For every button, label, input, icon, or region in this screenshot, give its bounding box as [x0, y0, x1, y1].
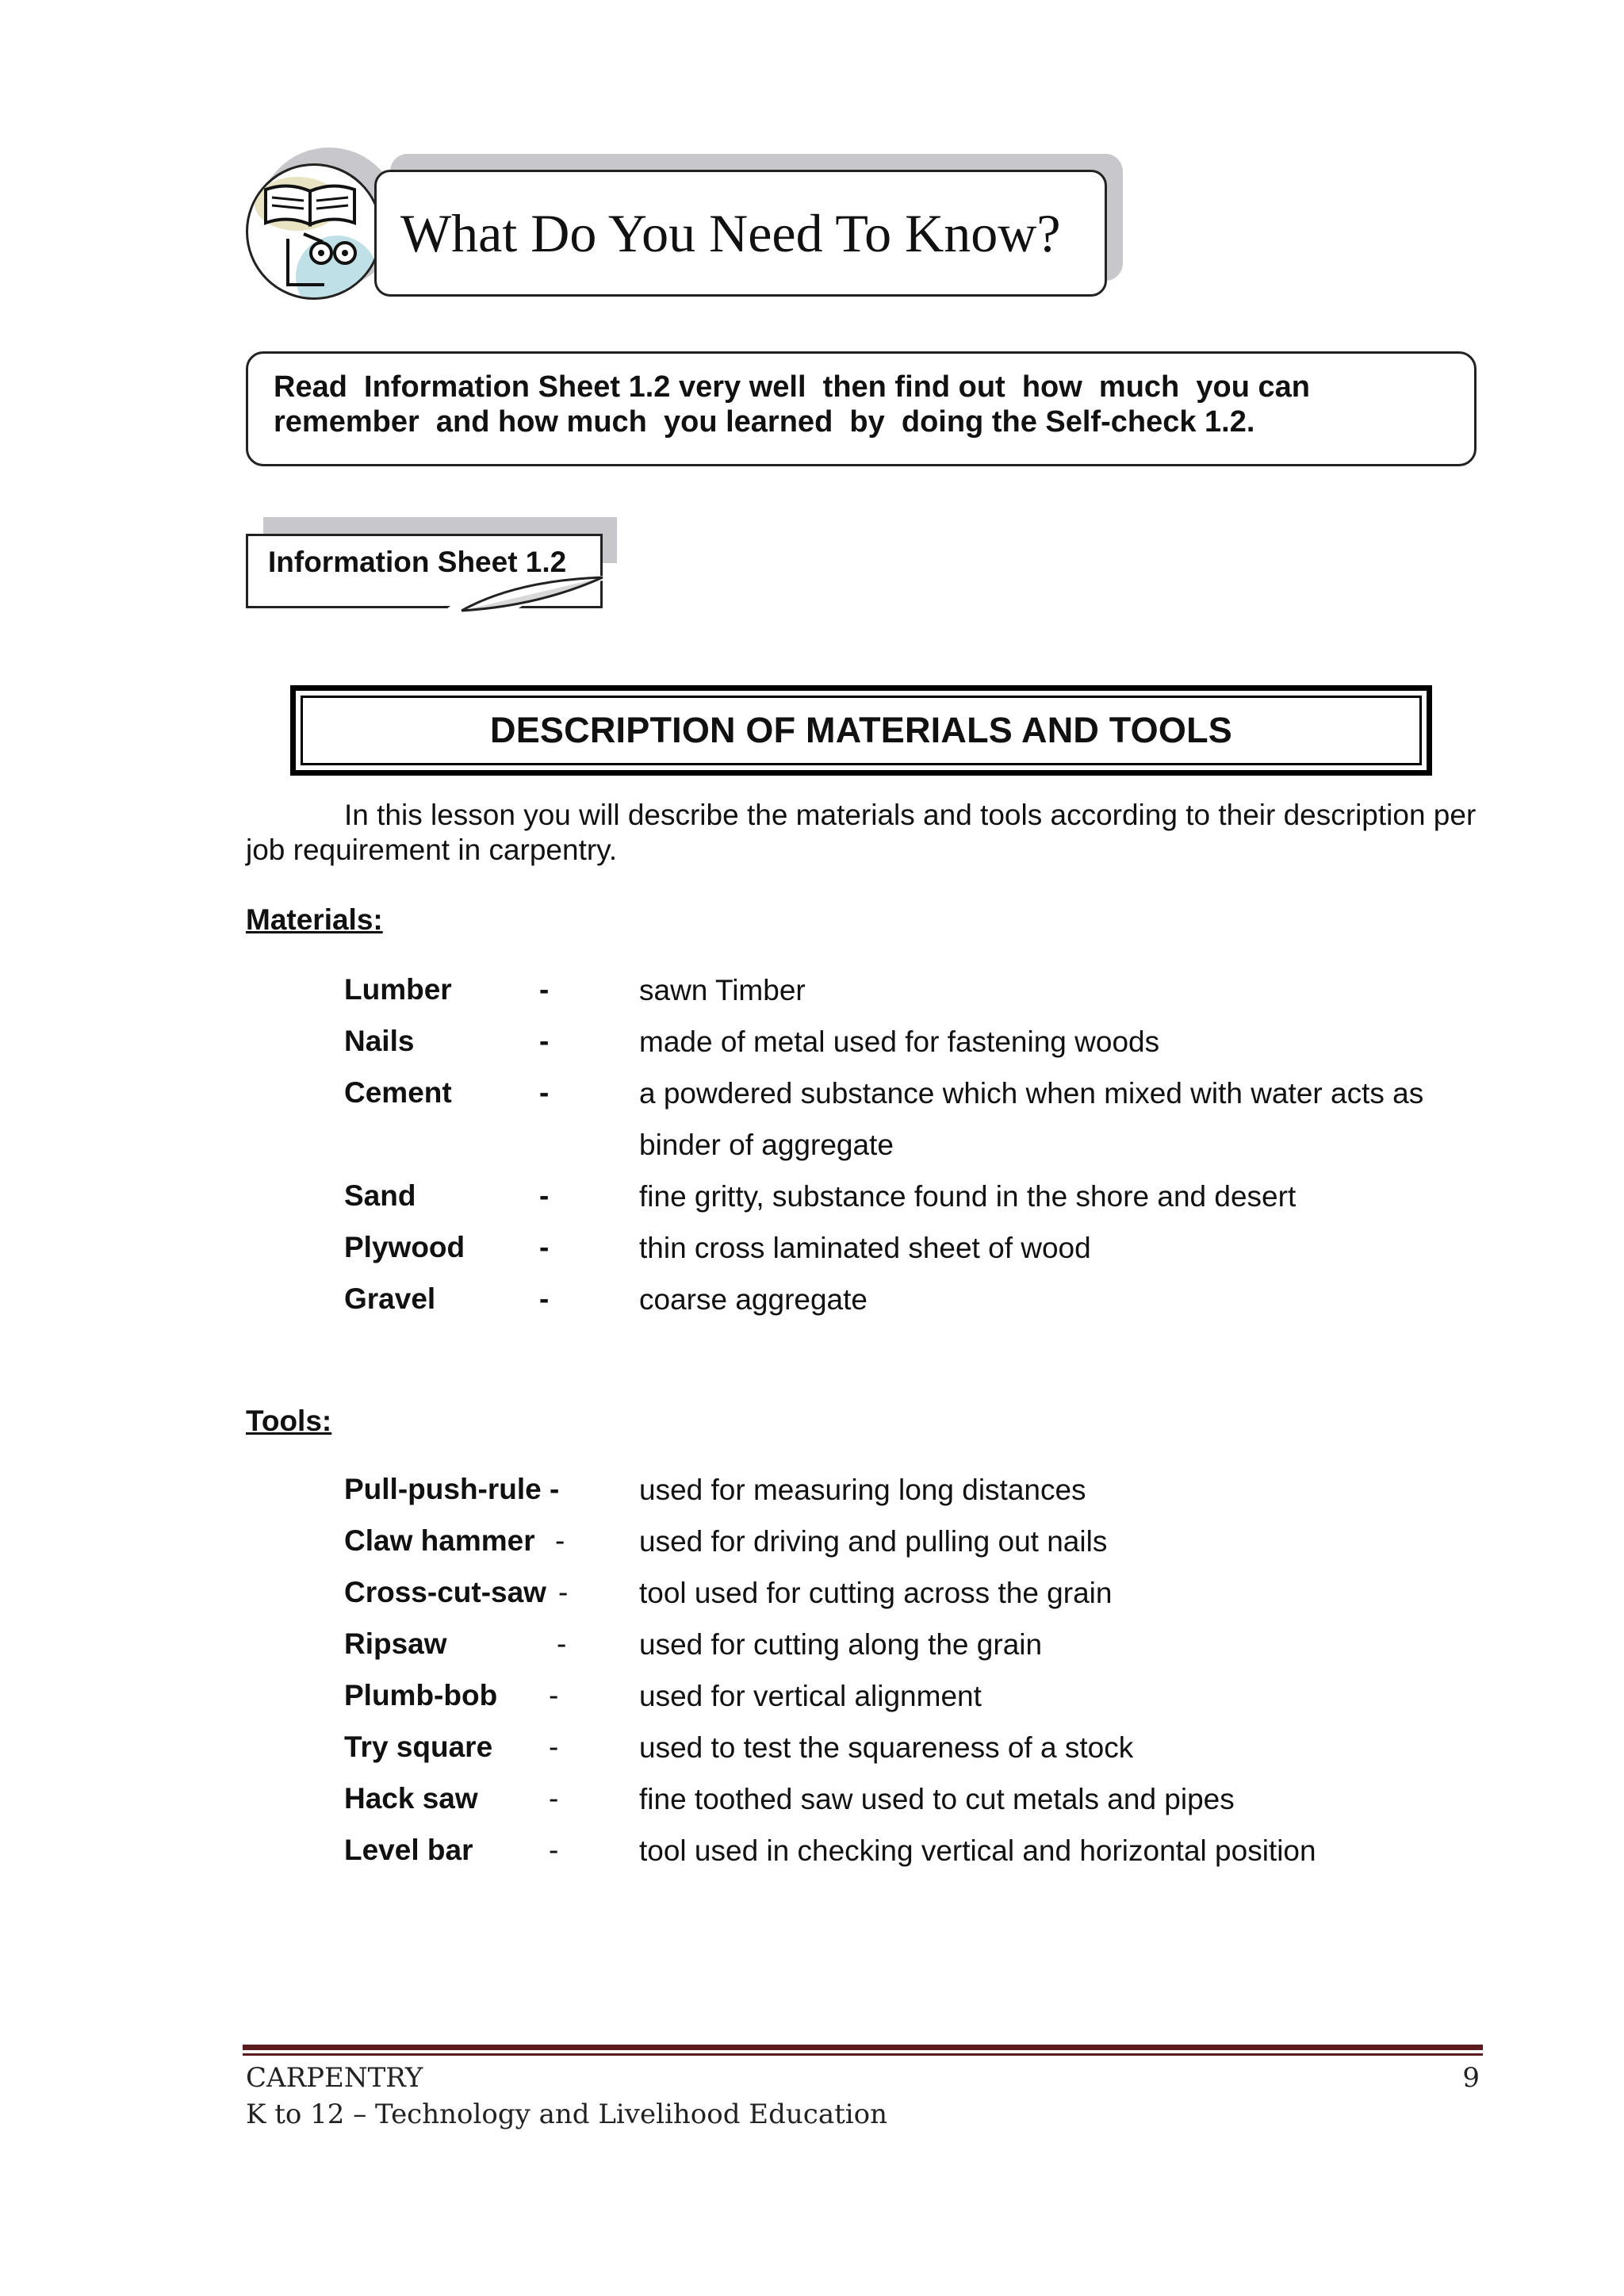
item-description: used for measuring long distances: [639, 1474, 1086, 1506]
section-title-frame: [290, 685, 1432, 776]
item-description: used for driving and pulling out nails: [639, 1525, 1108, 1558]
footer-rule: [243, 2045, 1483, 2050]
item-dash: -: [539, 1231, 550, 1263]
page-title: What Do You Need To Know?: [374, 170, 1107, 297]
item-term: Lumber: [344, 973, 452, 1006]
item-term: Gravel: [344, 1282, 436, 1315]
item-description: used for vertical alignment: [639, 1680, 982, 1712]
item-description: tool used in checking vertical and horizontal position: [639, 1834, 1316, 1867]
list-item: [344, 1282, 1486, 1333]
footer-rule-thin: [243, 2053, 1483, 2056]
page-number: 9: [1462, 2062, 1480, 2094]
item-term: Level bar: [344, 1834, 473, 1866]
list-item: [344, 1075, 1486, 1179]
item-description: tool used for cutting across the grain: [639, 1577, 1113, 1609]
item-dash: -: [539, 973, 550, 1006]
footer-subject: CARPENTRY: [246, 2062, 423, 2094]
item-dash: -: [558, 1576, 569, 1608]
item-description: fine gritty, substance found in the shore and desert: [639, 1180, 1297, 1213]
item-term: Pull-push-rule -: [344, 1473, 560, 1505]
item-term: Cross-cut-saw: [344, 1576, 546, 1608]
item-description: thin cross laminated sheet of wood: [639, 1232, 1091, 1264]
item-dash: -: [549, 1731, 559, 1763]
item-term: Nails: [344, 1025, 415, 1057]
item-term: Cement: [344, 1076, 452, 1109]
item-description: used to test the squareness of a stock: [639, 1731, 1134, 1764]
item-term: Sand: [344, 1179, 416, 1212]
list-item: [344, 1833, 1486, 1884]
info-sheet-label: Information Sheet 1.2: [268, 546, 567, 578]
item-term: Try square: [344, 1731, 493, 1763]
item-dash: -: [557, 1627, 567, 1660]
intro-paragraph: In this lesson you will describe the materials and tools according to their description per job requirement in carpentry.: [246, 799, 1477, 866]
item-description: used for cutting along the grain: [639, 1628, 1043, 1661]
tools-list: [344, 1472, 1486, 1884]
item-term: Claw hammer: [344, 1524, 535, 1557]
instruction-box: Read Information Sheet 1.2 very well then find out how much you can remember and how much you learned by doing the Self-check 1.2.: [246, 351, 1477, 466]
item-dash: -: [539, 1025, 550, 1057]
tools-heading: Tools:: [246, 1405, 332, 1437]
materials-heading: Materials:: [246, 903, 383, 936]
item-description: fine toothed saw used to cut metals and pipes: [639, 1783, 1235, 1815]
item-dash: -: [549, 1679, 559, 1711]
item-dash: -: [549, 1834, 559, 1866]
item-dash: -: [539, 1076, 550, 1109]
item-term: Ripsaw: [344, 1627, 447, 1660]
item-dash: -: [539, 1282, 550, 1315]
item-dash: -: [539, 1179, 550, 1212]
item-dash: -: [549, 1782, 559, 1815]
footer-course: K to 12 – Technology and Livelihood Education: [246, 2099, 887, 2130]
item-term: Plumb-bob: [344, 1679, 498, 1711]
item-term: Hack saw: [344, 1782, 478, 1815]
section-title: DESCRIPTION OF MATERIALS AND TOOLS: [301, 696, 1422, 765]
item-description: a powdered substance which when mixed with water acts as binder of aggregate: [639, 1077, 1424, 1161]
item-description: made of metal used for fastening woods: [639, 1025, 1160, 1058]
item-description: coarse aggregate: [639, 1283, 868, 1316]
item-dash: -: [555, 1524, 565, 1557]
materials-list: [344, 972, 1486, 1333]
book-reader-icon: [246, 163, 382, 300]
item-description: sawn Timber: [639, 974, 806, 1006]
item-term: Plywood: [344, 1231, 465, 1263]
